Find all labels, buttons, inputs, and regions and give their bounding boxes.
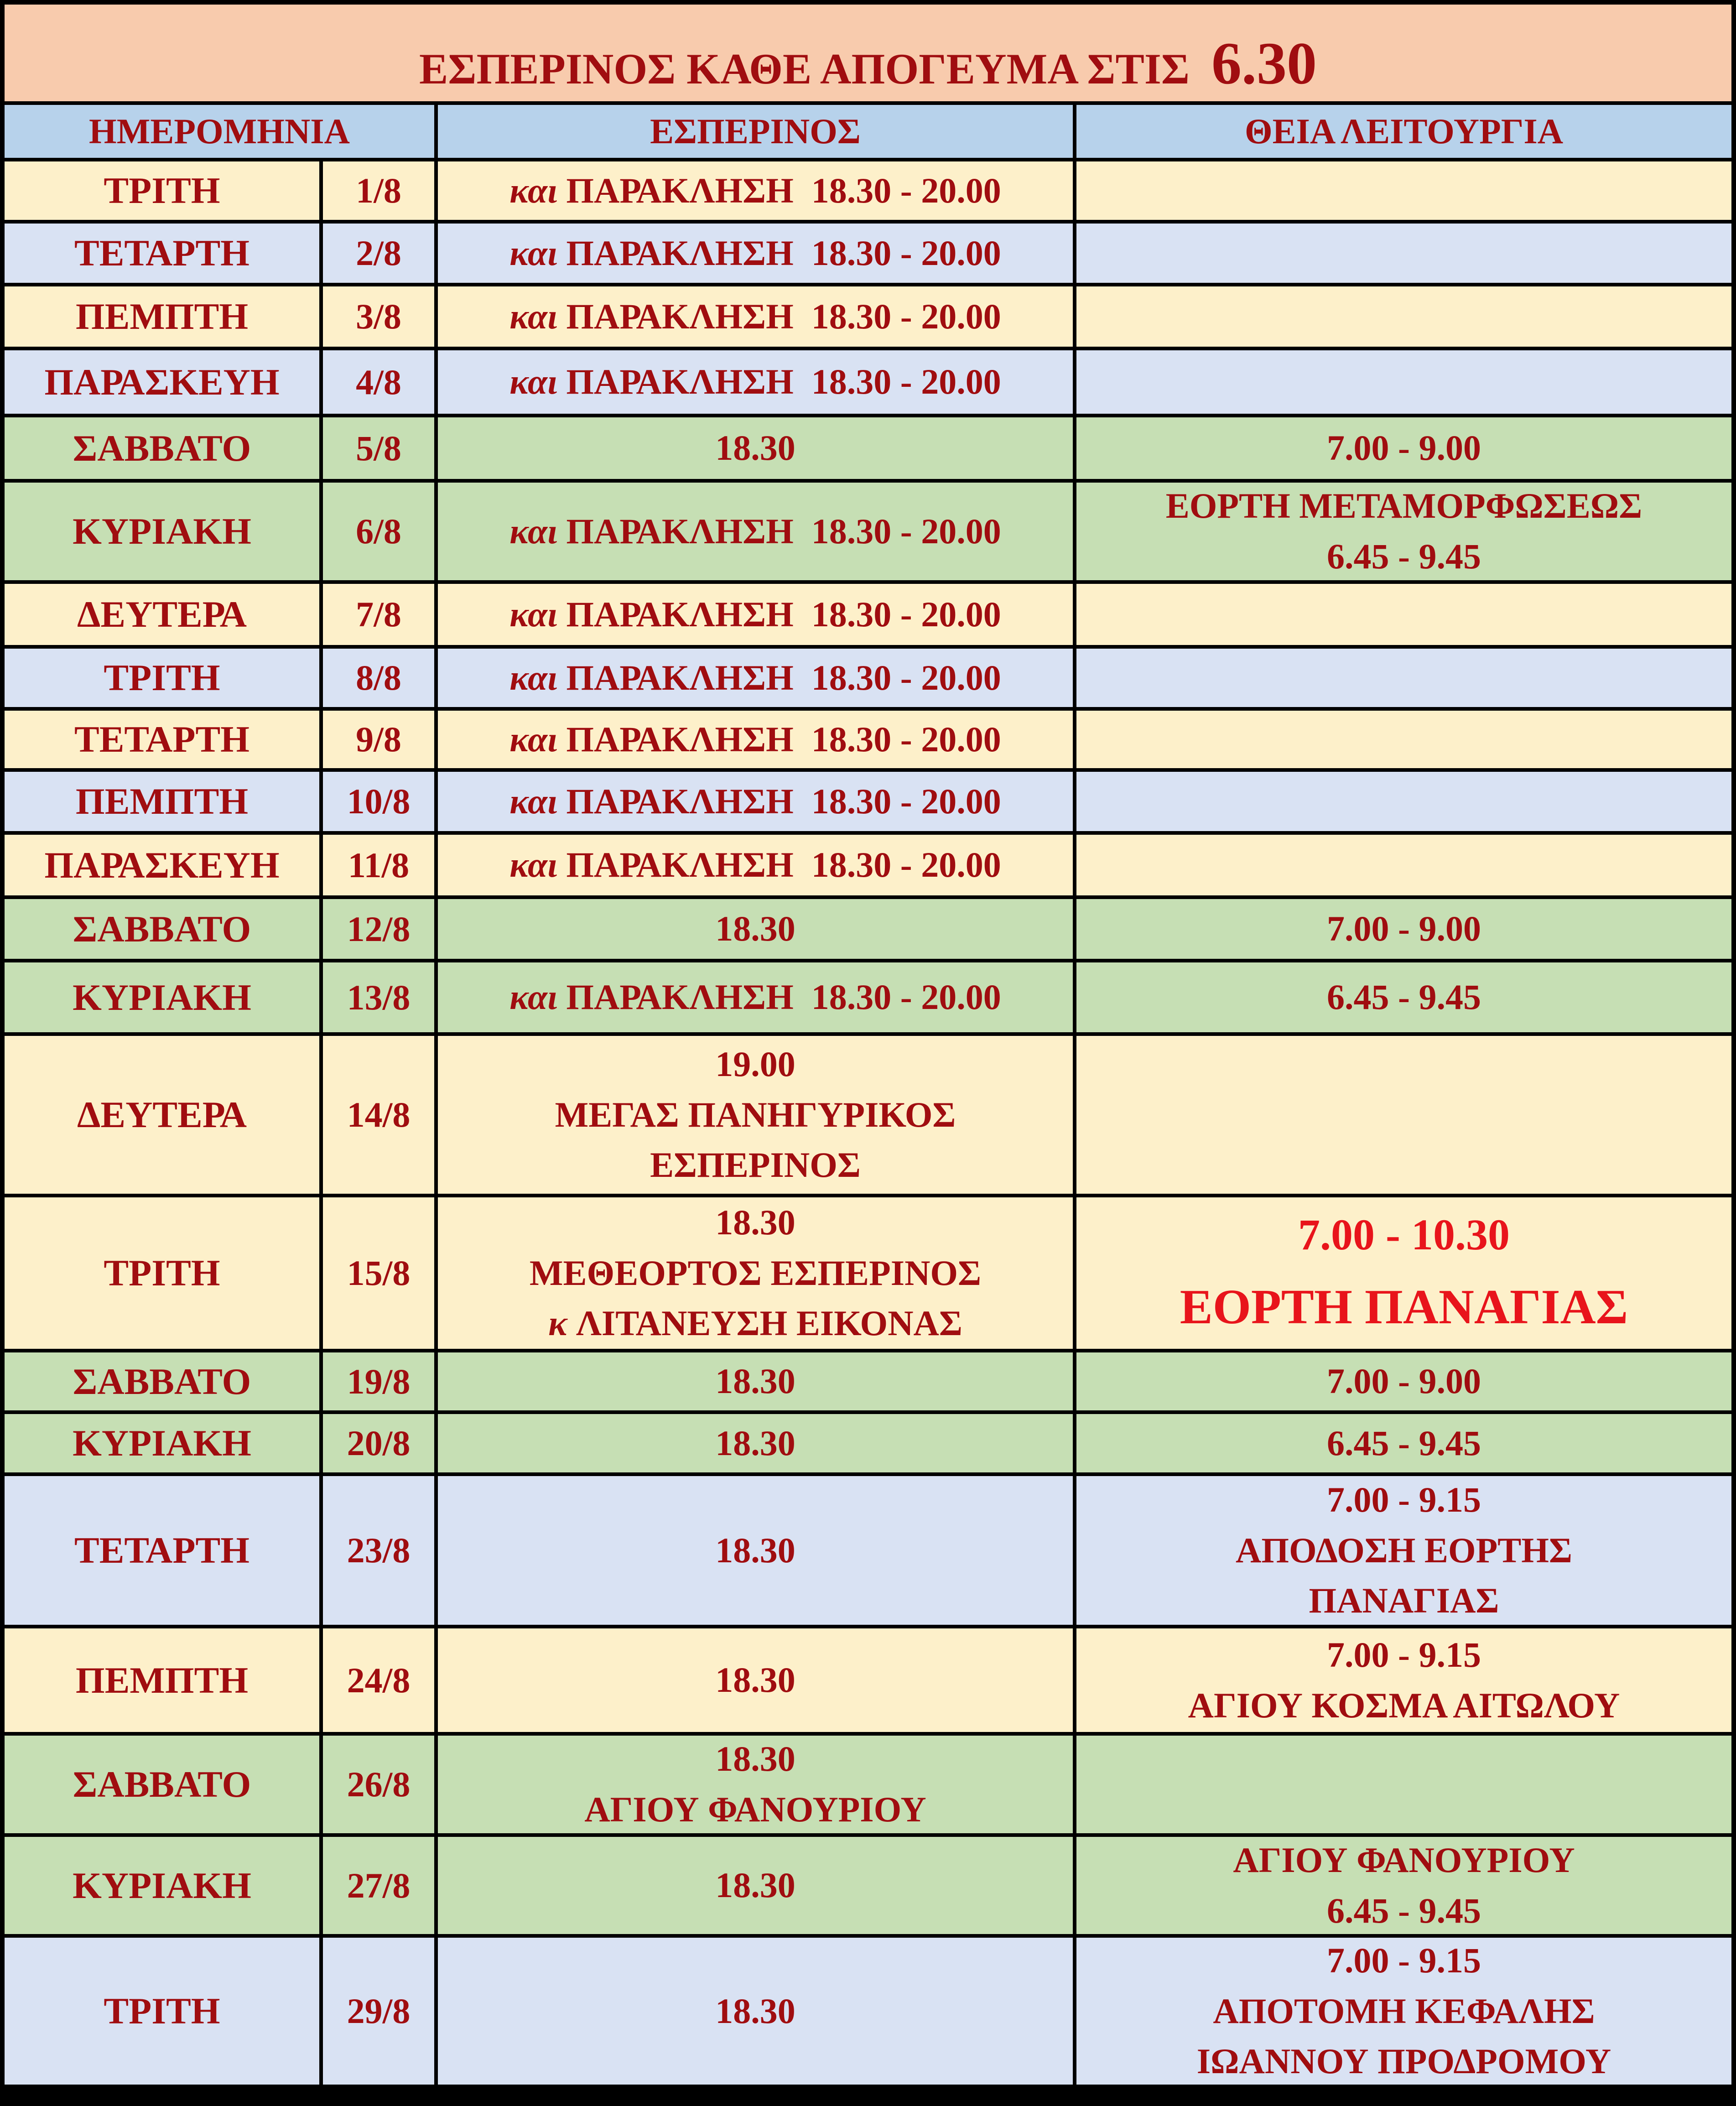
date-cell: 15/8 — [323, 1197, 434, 1349]
kai-prefix: και — [509, 296, 567, 336]
cell-line: 18.30 — [715, 1739, 795, 1779]
vespers-cell — [438, 161, 1073, 220]
day-cell: ΠΑΡΑΣΚΕΥΗ — [5, 350, 319, 414]
cell-line: 7.00 - 10.30 — [1298, 1210, 1510, 1259]
column-header-vespers: ΕΣΠΕΡΙΝΟΣ — [438, 105, 1073, 158]
kai-prefix: κ — [548, 1303, 576, 1343]
schedule-row — [5, 1476, 1731, 1625]
cell-line: 6.45 - 9.45 — [1327, 1423, 1481, 1463]
date-cell: 2/8 — [323, 224, 434, 283]
date-cell: 8/8 — [323, 649, 434, 707]
schedule-row — [5, 772, 1731, 831]
date-cell: 10/8 — [323, 772, 434, 831]
date-cell: 7/8 — [323, 584, 434, 645]
cell-line: και ΠΑΡΑΚΛΗΣΗ 18.30 - 20.00 — [509, 296, 1001, 336]
vespers-cell — [438, 1476, 1073, 1625]
cell-line: ΑΠΟΔΟΣΗ ΕΟΡΤΗΣ — [1236, 1530, 1572, 1570]
cell-line: 6.45 - 9.45 — [1327, 536, 1481, 576]
kai-prefix: και — [509, 657, 567, 697]
cell-line: ΙΩΑΝΝΟΥ ΠΡΟΔΡΟΜΟΥ — [1196, 2041, 1611, 2081]
cell-line: και ΠΑΡΑΚΛΗΣΗ 18.30 - 20.00 — [509, 977, 1001, 1017]
cell-line: ΑΓΙΟΥ ΦΑΝΟΥΡΙΟΥ — [1233, 1840, 1575, 1880]
schedule-row — [5, 1628, 1731, 1732]
kai-prefix: και — [509, 719, 567, 759]
liturgy-cell — [1076, 286, 1731, 347]
day-cell: ΤΡΙΤΗ — [5, 161, 319, 220]
day-cell: ΣΑΒΒΑΤΟ — [5, 1352, 319, 1410]
cell-line: ΑΠΟΤΟΜΗ ΚΕΦΑΛΗΣ — [1213, 1991, 1595, 2031]
date-cell: 27/8 — [323, 1837, 434, 1934]
schedule-row — [5, 835, 1731, 895]
cell-line: 7.00 - 9.15 — [1327, 1479, 1481, 1519]
liturgy-cell — [1076, 350, 1731, 414]
vespers-cell — [438, 962, 1073, 1032]
liturgy-cell — [1076, 899, 1731, 959]
kai-prefix: και — [509, 594, 567, 634]
vespers-cell — [438, 772, 1073, 831]
cell-line: 7.00 - 9.00 — [1327, 428, 1481, 468]
table-title-row — [5, 5, 1731, 101]
cell-line: 6.45 - 9.45 — [1327, 977, 1481, 1017]
cell-line: και ΠΑΡΑΚΛΗΣΗ 18.30 - 20.00 — [509, 511, 1001, 551]
day-cell: ΠΕΜΠΤΗ — [5, 1628, 319, 1732]
column-header-liturgy: ΘΕΙΑ ΛΕΙΤΟΥΡΓΙΑ — [1076, 105, 1731, 158]
liturgy-cell — [1076, 1628, 1731, 1732]
date-cell: 26/8 — [323, 1736, 434, 1833]
liturgy-cell — [1076, 1352, 1731, 1410]
vespers-cell — [438, 1938, 1073, 2085]
day-cell: ΚΥΡΙΑΚΗ — [5, 962, 319, 1032]
cell-line: 7.00 - 9.00 — [1327, 909, 1481, 949]
schedule-row — [5, 350, 1731, 414]
vespers-cell — [438, 1414, 1073, 1472]
schedule-row — [5, 1036, 1731, 1194]
liturgy-cell — [1076, 1036, 1731, 1194]
cell-line: ΜΕΘΕΟΡΤΟΣ ΕΣΠΕΡΙΝΟΣ — [529, 1253, 982, 1293]
vespers-cell — [438, 1036, 1073, 1194]
liturgy-cell — [1076, 161, 1731, 220]
liturgy-cell — [1076, 711, 1731, 768]
day-cell: ΣΑΒΒΑΤΟ — [5, 899, 319, 959]
schedule-row — [5, 417, 1731, 479]
liturgy-cell — [1076, 483, 1731, 580]
liturgy-cell — [1076, 1736, 1731, 1833]
liturgy-cell — [1076, 1938, 1731, 2085]
liturgy-cell — [1076, 1414, 1731, 1472]
date-cell: 9/8 — [323, 711, 434, 768]
vespers-cell — [438, 417, 1073, 479]
cell-line: ΑΓΙΟΥ ΚΟΣΜΑ ΑΙΤΩΛΟΥ — [1188, 1685, 1620, 1725]
vespers-cell — [438, 1736, 1073, 1833]
cell-line: και ΠΑΡΑΚΛΗΣΗ 18.30 - 20.00 — [509, 594, 1001, 634]
schedule-row — [5, 899, 1731, 959]
day-cell: ΚΥΡΙΑΚΗ — [5, 1837, 319, 1934]
title-text: ΕΣΠΕΡΙΝΟΣ ΚΑΘΕ ΑΠΟΓΕΥΜΑ ΣΤΙΣ — [419, 45, 1190, 93]
vespers-cell — [438, 1837, 1073, 1934]
date-cell: 19/8 — [323, 1352, 434, 1410]
cell-line: και ΠΑΡΑΚΛΗΣΗ 18.30 - 20.00 — [509, 657, 1001, 697]
schedule-row — [5, 711, 1731, 768]
vespers-cell — [438, 1352, 1073, 1410]
day-cell: ΤΕΤΑΡΤΗ — [5, 224, 319, 283]
date-cell: 23/8 — [323, 1476, 434, 1625]
schedule-row — [5, 584, 1731, 645]
vespers-cell — [438, 899, 1073, 959]
table-header-row — [5, 105, 1731, 158]
date-cell: 4/8 — [323, 350, 434, 414]
kai-prefix: και — [509, 511, 567, 551]
day-cell: ΣΑΒΒΑΤΟ — [5, 1736, 319, 1833]
cell-line: 7.00 - 9.00 — [1327, 1361, 1481, 1401]
vespers-cell — [438, 286, 1073, 347]
liturgy-cell — [1076, 224, 1731, 283]
kai-prefix: και — [509, 233, 567, 273]
vespers-cell — [438, 1628, 1073, 1732]
schedule-row — [5, 962, 1731, 1032]
cell-line: ΕΟΡΤΗ ΜΕΤΑΜΟΡΦΩΣΕΩΣ — [1165, 486, 1642, 526]
liturgy-cell — [1076, 1197, 1731, 1349]
cell-line: ΑΓΙΟΥ ΦΑΝΟΥΡΙΟΥ — [584, 1789, 926, 1829]
day-cell: ΤΕΤΑΡΤΗ — [5, 711, 319, 768]
cell-line: 18.30 — [715, 1865, 795, 1905]
cell-line: ΜΕΓΑΣ ΠΑΝΗΓΥΡΙΚΟΣ — [555, 1094, 956, 1134]
date-cell: 6/8 — [323, 483, 434, 580]
date-cell: 3/8 — [323, 286, 434, 347]
cell-line: και ΠΑΡΑΚΛΗΣΗ 18.30 - 20.00 — [509, 781, 1001, 821]
vespers-cell — [438, 649, 1073, 707]
day-cell: ΤΡΙΤΗ — [5, 1197, 319, 1349]
cell-line: 6.45 - 9.45 — [1327, 1890, 1481, 1930]
day-cell: ΣΑΒΒΑΤΟ — [5, 417, 319, 479]
cell-line: 7.00 - 9.15 — [1327, 1634, 1481, 1674]
cell-line: και ΠΑΡΑΚΛΗΣΗ 18.30 - 20.00 — [509, 719, 1001, 759]
vespers-cell — [438, 835, 1073, 895]
date-cell: 11/8 — [323, 835, 434, 895]
vespers-cell — [438, 483, 1073, 580]
column-header-date: ΗΜΕΡΟΜΗΝΙΑ — [5, 105, 434, 158]
cell-line: ΕΣΠΕΡΙΝΟΣ — [650, 1145, 861, 1185]
cell-line: 19.00 — [715, 1044, 795, 1084]
cell-line: 7.00 - 9.15 — [1327, 1940, 1481, 1980]
liturgy-cell — [1076, 772, 1731, 831]
schedule-row — [5, 649, 1731, 707]
liturgy-cell — [1076, 1837, 1731, 1934]
cell-line: και ΠΑΡΑΚΛΗΣΗ 18.30 - 20.00 — [509, 845, 1001, 885]
date-cell: 14/8 — [323, 1036, 434, 1194]
day-cell: ΤΡΙΤΗ — [5, 1938, 319, 2085]
day-cell: ΠΕΜΠΤΗ — [5, 286, 319, 347]
kai-prefix: και — [509, 977, 567, 1017]
cell-line: ΕΟΡΤΗ ΠΑΝΑΓΙΑΣ — [1180, 1279, 1628, 1334]
date-cell: 20/8 — [323, 1414, 434, 1472]
vespers-cell — [438, 584, 1073, 645]
cell-line: και ΠΑΡΑΚΛΗΣΗ 18.30 - 20.00 — [509, 233, 1001, 273]
cell-line: 18.30 — [715, 1991, 795, 2031]
day-cell: ΤΕΤΑΡΤΗ — [5, 1476, 319, 1625]
date-cell: 13/8 — [323, 962, 434, 1032]
schedule-row — [5, 286, 1731, 347]
day-cell: ΠΑΡΑΣΚΕΥΗ — [5, 835, 319, 895]
schedule-row — [5, 224, 1731, 283]
schedule-row — [5, 1938, 1731, 2085]
vespers-cell — [438, 224, 1073, 283]
schedule-row — [5, 1414, 1731, 1472]
cell-line: 18.30 — [715, 1660, 795, 1700]
schedule-row — [5, 483, 1731, 580]
liturgy-cell — [1076, 1476, 1731, 1625]
schedule-row — [5, 1197, 1731, 1349]
date-cell: 1/8 — [323, 161, 434, 220]
vespers-cell — [438, 711, 1073, 768]
schedule-row — [5, 1736, 1731, 1833]
kai-prefix: και — [509, 845, 567, 885]
day-cell: ΚΥΡΙΑΚΗ — [5, 1414, 319, 1472]
liturgy-cell — [1076, 835, 1731, 895]
cell-line: ΠΑΝΑΓΙΑΣ — [1309, 1581, 1499, 1621]
kai-prefix: και — [509, 362, 567, 402]
schedule-rows — [5, 161, 1731, 2085]
schedule-row — [5, 1352, 1731, 1410]
day-cell: ΔΕΥΤΕΡΑ — [5, 584, 319, 645]
schedule-row — [5, 1837, 1731, 1934]
cell-line: 18.30 — [715, 1530, 795, 1570]
cell-line: 18.30 — [715, 1361, 795, 1401]
liturgy-cell — [1076, 417, 1731, 479]
kai-prefix: και — [509, 170, 567, 210]
cell-line: κ ΛΙΤΑΝΕΥΣΗ ΕΙΚΟΝΑΣ — [548, 1303, 962, 1343]
day-cell: ΤΡΙΤΗ — [5, 649, 319, 707]
liturgy-cell — [1076, 584, 1731, 645]
table-title — [5, 5, 1731, 101]
kai-prefix: και — [509, 781, 567, 821]
day-cell: ΔΕΥΤΕΡΑ — [5, 1036, 319, 1194]
date-cell: 12/8 — [323, 899, 434, 959]
date-cell: 5/8 — [323, 417, 434, 479]
cell-line: 18.30 — [715, 1202, 795, 1242]
cell-line: 18.30 — [715, 1423, 795, 1463]
cell-line: 18.30 — [715, 909, 795, 949]
date-cell: 24/8 — [323, 1628, 434, 1732]
schedule-row — [5, 161, 1731, 220]
liturgy-cell — [1076, 649, 1731, 707]
liturgy-cell — [1076, 962, 1731, 1032]
vespers-cell — [438, 1197, 1073, 1349]
cell-line: και ΠΑΡΑΚΛΗΣΗ 18.30 - 20.00 — [509, 170, 1001, 210]
cell-line: 18.30 — [715, 428, 795, 468]
date-cell: 29/8 — [323, 1938, 434, 2085]
cell-line: και ΠΑΡΑΚΛΗΣΗ 18.30 - 20.00 — [509, 362, 1001, 402]
vespers-cell — [438, 350, 1073, 414]
day-cell: ΠΕΜΠΤΗ — [5, 772, 319, 831]
day-cell: ΚΥΡΙΑΚΗ — [5, 483, 319, 580]
title-time: 6.30 — [1211, 30, 1317, 97]
